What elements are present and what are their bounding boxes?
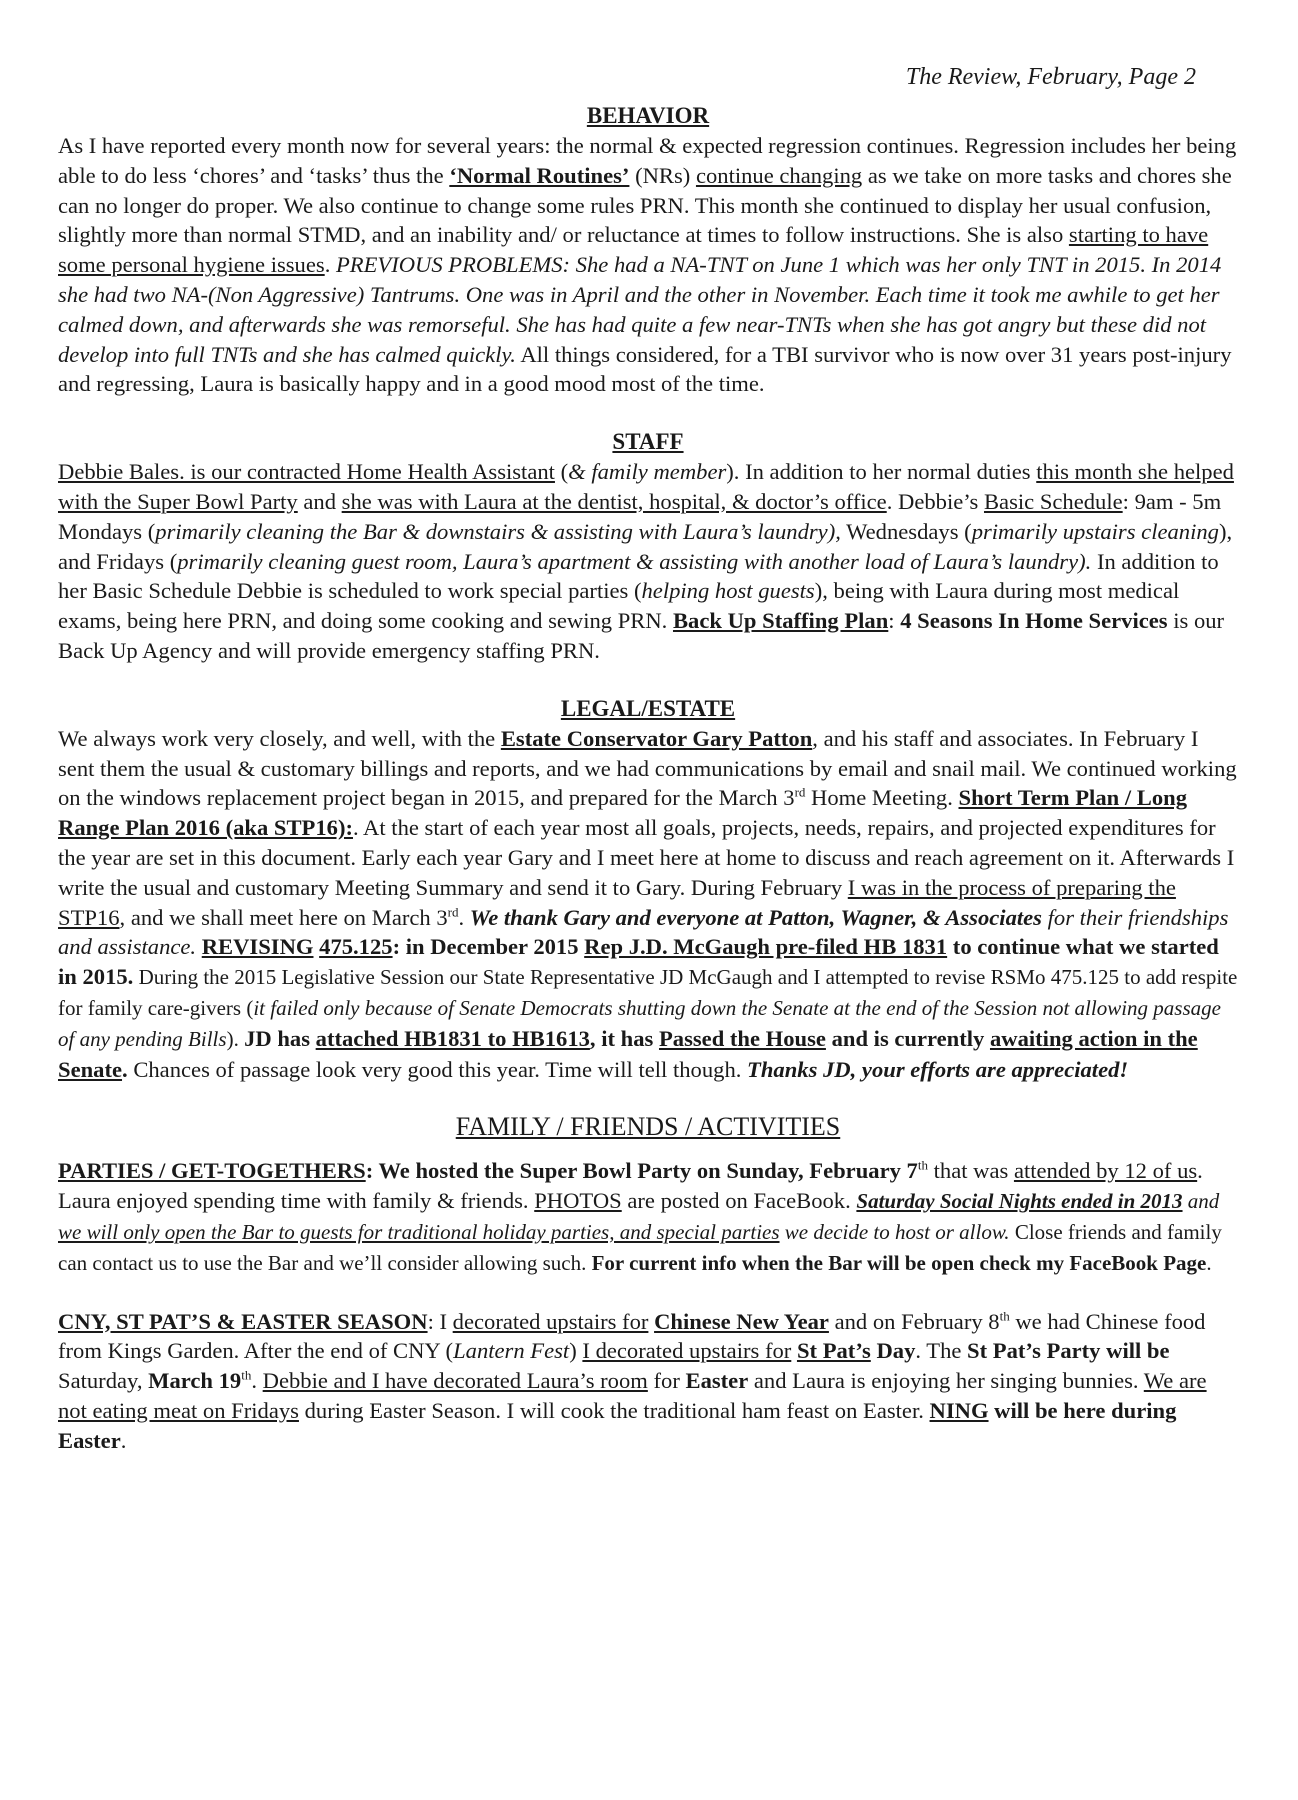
superscript: rd: [447, 904, 459, 919]
debbie-name: Debbie Bales. is our contracted Home Health Assistant: [58, 459, 555, 485]
text: as we take on more tasks and chores she can no longer do proper. We also continue to change some rules PRN. This month she continued to display her usual confusion, slightly more than normal STMD, and an inability and/ or reluctance at times to follow instructions. She is also: [58, 162, 1232, 248]
parties-label: PARTIES / GET-TOGETHERS: [58, 1158, 366, 1184]
backup-agency-name: 4 Seasons In Home Services: [900, 608, 1168, 634]
legal-paragraph: [58, 724, 1238, 1085]
text: for their friendships and assistance.: [58, 904, 1229, 960]
parties-paragraph: [58, 1156, 1238, 1278]
legal-section: [58, 694, 1238, 1085]
continue-changing-text: continue changing: [695, 162, 863, 188]
text: that was: [927, 1158, 1014, 1184]
revising-label: REVISING: [201, 934, 314, 960]
text: .: [120, 1427, 127, 1453]
text: We thank Gary and everyone at Patton, Wagner, & Associates: [469, 904, 1042, 930]
behavior-paragraph: [58, 131, 1238, 399]
text: Wednesdays (: [840, 518, 972, 544]
previous-problems-text: PREVIOUS PROBLEMS: She had a NA-TNT on June 1 which was her only TNT in 2015. In 2014 she had two NA-(Non Aggressive) Tantrums. One was in April and the other in November. Each time it took me awhile to get her calmed down, and afterwards she was remorseful. She has had quite a few near-TNTs when she has got angry but these did not develop into full TNTs and she has calmed quickly.: [58, 252, 1222, 367]
text: awaiting action in the Senate: [58, 1025, 1198, 1082]
text: For current info when the Bar will be open check my FaceBook Page: [591, 1250, 1207, 1275]
text: : I: [427, 1308, 453, 1334]
text: .: [1206, 1250, 1212, 1275]
text: PHOTOS: [534, 1188, 622, 1214]
superscript: th: [917, 1157, 928, 1173]
superscript: th: [999, 1307, 1010, 1323]
text: Rep J.D. McGaugh pre-filed HB 1831: [584, 934, 948, 960]
hygiene-text: starting to have some personal hygiene issues: [58, 222, 1209, 278]
behavior-section: [58, 101, 1238, 399]
text: NING: [929, 1397, 989, 1423]
text: We always work very closely, and well, with the: [58, 725, 501, 751]
behavior-heading: BEHAVIOR: [586, 103, 710, 128]
text: We are not eating meat on Fridays: [58, 1368, 1207, 1423]
text: Saturday,: [58, 1368, 149, 1394]
text: : in December 2015: [392, 934, 585, 960]
text: : We: [365, 1158, 416, 1184]
text: St Pat’s Party will be: [967, 1338, 1170, 1364]
family-heading: FAMILY / FRIENDS / ACTIVITIES: [455, 1112, 841, 1142]
stp16-label: Short Term Plan / Long Range Plan 2016 (aka STP16):: [58, 785, 1188, 841]
superscript: th: [241, 1367, 252, 1383]
text: and: [1182, 1189, 1220, 1214]
text: St Pat’s: [796, 1338, 871, 1364]
text: March 19: [148, 1368, 242, 1394]
text: for: [647, 1368, 686, 1394]
text: Chinese New Year: [654, 1308, 829, 1334]
text: primarily cleaning the Bar & downstairs & assisting with Laura’s laundry),: [155, 518, 841, 544]
text: (: [554, 459, 569, 485]
page-header: The Review, February, Page 2: [905, 64, 1196, 90]
text: primarily cleaning guest room, Laura’s apartment & assisting with another load of Laura’s laundry).: [177, 548, 1092, 574]
text: I was in the process of preparing the STP16: [58, 874, 1176, 930]
text: she was with Laura at the dentist, hospital, & doctor’s office: [341, 488, 887, 514]
text: .: [122, 1056, 128, 1082]
text: we will only open the Bar to guests for traditional holiday parties, and special parties: [58, 1219, 780, 1244]
staff-section: [58, 427, 1238, 666]
text: All things considered, for a TBI survivor who is now over 31 years post-injury and regressing, Laura is basically happy and in a good mood most of the time.: [58, 341, 1232, 397]
text: : 9am - 5m Mondays (: [58, 488, 1222, 544]
text: In addition to her Basic Schedule Debbie is scheduled to work special parties (: [58, 548, 1219, 604]
text: we had Chinese food from Kings Garden. After the end of CNY (: [58, 1308, 1206, 1364]
cny-label: CNY, ST PAT’S & EASTER SEASON: [58, 1308, 428, 1334]
text: is our Back Up Agency and will provide emergency staffing PRN.: [58, 608, 1225, 663]
text: Chances of passage look very good this year. Time will tell though.: [127, 1056, 748, 1082]
text: JD has: [244, 1025, 316, 1051]
text: , and we shall meet here on March 3: [119, 904, 448, 930]
text: decorated upstairs for: [452, 1308, 649, 1334]
cny-paragraph: [58, 1307, 1238, 1456]
conservator-name: Estate Conservator Gary Patton: [500, 725, 813, 751]
text: Passed the House: [658, 1025, 826, 1051]
text: Close friends and family can contact us to use the Bar and we’ll consider allowing such.: [58, 1219, 1222, 1275]
text: Debbie and I have decorated Laura’s room: [262, 1368, 648, 1394]
text: Thanks JD, your efforts are appreciated!: [747, 1056, 1129, 1082]
text: . The: [915, 1338, 968, 1364]
text: Saturday Social Nights ended in 2013: [856, 1189, 1183, 1214]
text: . At the start of each year most all goals, projects, needs, repairs, and projected expenditures for the year are set in this document. Early each year Gary and I meet here at home to discuss and reach agreement on it. Afterwards I write the usual and customary Meeting Summary and send it to Gary. During February: [58, 815, 1235, 900]
text: I decorated upstairs for: [582, 1338, 792, 1364]
text: during Easter Season. I will cook the traditional ham feast on Easter.: [298, 1397, 930, 1423]
text: to continue what we started in 2015.: [58, 934, 1219, 990]
text: Lantern Fest: [453, 1338, 570, 1364]
text: . Laura enjoyed spending time with family & friends.: [58, 1158, 1203, 1214]
staff-paragraph: [58, 457, 1238, 666]
text: .: [458, 904, 470, 930]
superscript: rd: [794, 784, 806, 800]
family-section: [58, 1112, 1238, 1455]
normal-routines-term: ‘Normal Routines’: [449, 162, 630, 188]
text: During the 2015 Legislative Session our State Representative JD McGaugh and I attempted to revise RSMo 475.125 to add respite for family care-givers (: [58, 965, 1238, 1020]
text: attached HB1831 to HB1613: [315, 1025, 590, 1051]
text: and on February 8: [828, 1308, 1000, 1334]
text: & family member: [568, 459, 727, 485]
text: ), being with Laura during most medical exams, being here PRN, and doing some cooking and sewing PRN.: [58, 578, 1180, 634]
text: , and his staff and associates. In February I sent them the usual & customary billings and reports, and we had communications by email and snail mail. We continued working on the windows replacement project began in 2015, and prepared for the March 3: [58, 725, 1237, 811]
text: Home Meeting.: [805, 785, 959, 811]
legal-heading: LEGAL/ESTATE: [560, 695, 736, 721]
text: . Debbie’s: [886, 488, 984, 514]
text: ): [569, 1338, 583, 1364]
text: ).: [226, 1026, 245, 1051]
text: primarily upstairs cleaning: [971, 518, 1219, 544]
text: and Laura is enjoying her singing bunnies.: [748, 1368, 1144, 1394]
text: As I have reported every month now for several years: the normal & expected regression continues. Regression includes her being able to do less ‘chores’ and ‘tasks’ thus the: [58, 133, 1237, 188]
text: (NRs): [629, 162, 696, 188]
text: helping host guests: [641, 578, 815, 604]
text: it failed only because of Senate Democrats shutting down the Senate at the end of the Session not allowing passage of any pending Bills: [58, 995, 1221, 1051]
text: ), and Fridays (: [58, 518, 1233, 574]
staff-heading: STAFF: [612, 429, 684, 455]
text: Easter: [685, 1368, 749, 1394]
text: we decide to host or allow.: [779, 1219, 1010, 1244]
text: this month she helped with the Super Bowl Party: [58, 459, 1234, 514]
text: attended by 12 of us: [1013, 1158, 1198, 1184]
text: will be here during Easter: [58, 1397, 1177, 1453]
basic-schedule-label: Basic Schedule: [983, 488, 1123, 514]
text: ). In addition to her normal duties: [726, 459, 1037, 485]
backup-staffing-plan-label: Back Up Staffing Plan: [672, 608, 889, 634]
text: .: [251, 1368, 263, 1394]
text: .: [324, 252, 336, 278]
text: hosted the Super Bowl Party on Sunday, February 7: [415, 1158, 918, 1184]
statute-number: 475.125: [319, 934, 393, 960]
text: :: [888, 608, 901, 634]
text: Day: [876, 1338, 916, 1364]
text: are posted on FaceBook.: [621, 1188, 857, 1214]
text: , it has: [589, 1025, 659, 1051]
text: and is currently: [825, 1025, 990, 1051]
text: and: [297, 488, 342, 514]
